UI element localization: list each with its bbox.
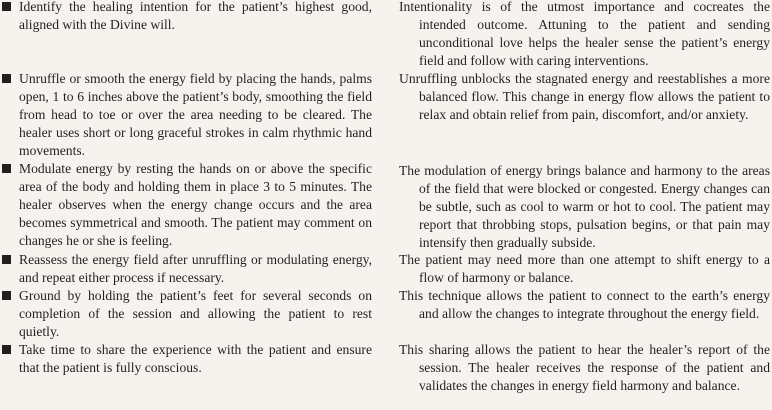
rationale-cell: Intentionality is of the utmost importance and cocreates the intended outcome. Attuning to the patient and sending unconditional love helps the healer sense the patient’s energy field and follow with caring interventions. [399,0,770,68]
step-cell [0,341,372,377]
square-bullet-icon [2,255,11,264]
square-bullet-icon [2,74,11,83]
step-text: Reassess the energy field after unruffling or modulating energy, and repeat either process if necessary. [19,252,372,285]
step-text: Take time to share the experience with the patient and ensure that the patient is fully conscious. [19,342,372,375]
rationale-cell: Unruffling unblocks the stagnated energy and reestablishes a more balanced flow. This change in energy flow allows the patient to relax and obtain relief from pain, discomfort, and/or anxiety. [399,71,770,122]
step-text: Unruffle or smooth the energy field by placing the hands, palms open, 1 to 6 inches above the patient’s body, smoothing the field from head to toe or over the area needing to be cleared. The healer uses short or long graceful strokes in calm rhythmic hand movements. [19,71,372,158]
step-cell [0,160,372,250]
rationale-cell: The patient may need more than one attempt to shift energy to a flow of harmony or balance. [399,252,770,285]
step-text: Ground by holding the patient’s feet for several seconds on completion of the session and allowing the patient to rest quietly. [19,288,372,339]
rationale-cell: The modulation of energy brings balance and harmony to the areas of the field that were blocked or congested. Energy changes can be subtle, such as cool to warm or hot to cool. The patient may report that throbbing stops, pulsation begins, or that pain may intensify then gradually subside. [399,163,770,250]
square-bullet-icon [2,164,11,173]
square-bullet-icon [2,2,11,11]
step-text: Identify the healing intention for the patient’s highest good, aligned with the Divine will. [19,0,372,32]
step-cell [0,0,372,34]
step-cell [0,251,372,287]
rationale-cell: This sharing allows the patient to hear the healer’s report of the session. The healer receives the response of the patient and validates the changes in energy field harmony and balance. [399,342,770,393]
square-bullet-icon [2,291,11,300]
step-cell [0,287,372,341]
step-cell [0,70,372,160]
rationale-cell: This technique allows the patient to connect to the earth’s energy and allow the changes to integrate throughout the energy field. [399,288,770,321]
square-bullet-icon [2,345,11,354]
step-text: Modulate energy by resting the hands on or above the specific area of the body and holding them in place 3 to 5 minutes. The healer observes when the energy change occurs and the area becomes symmetrical and smooth. The patient may comment on changes he or she is feeling. [19,161,372,248]
